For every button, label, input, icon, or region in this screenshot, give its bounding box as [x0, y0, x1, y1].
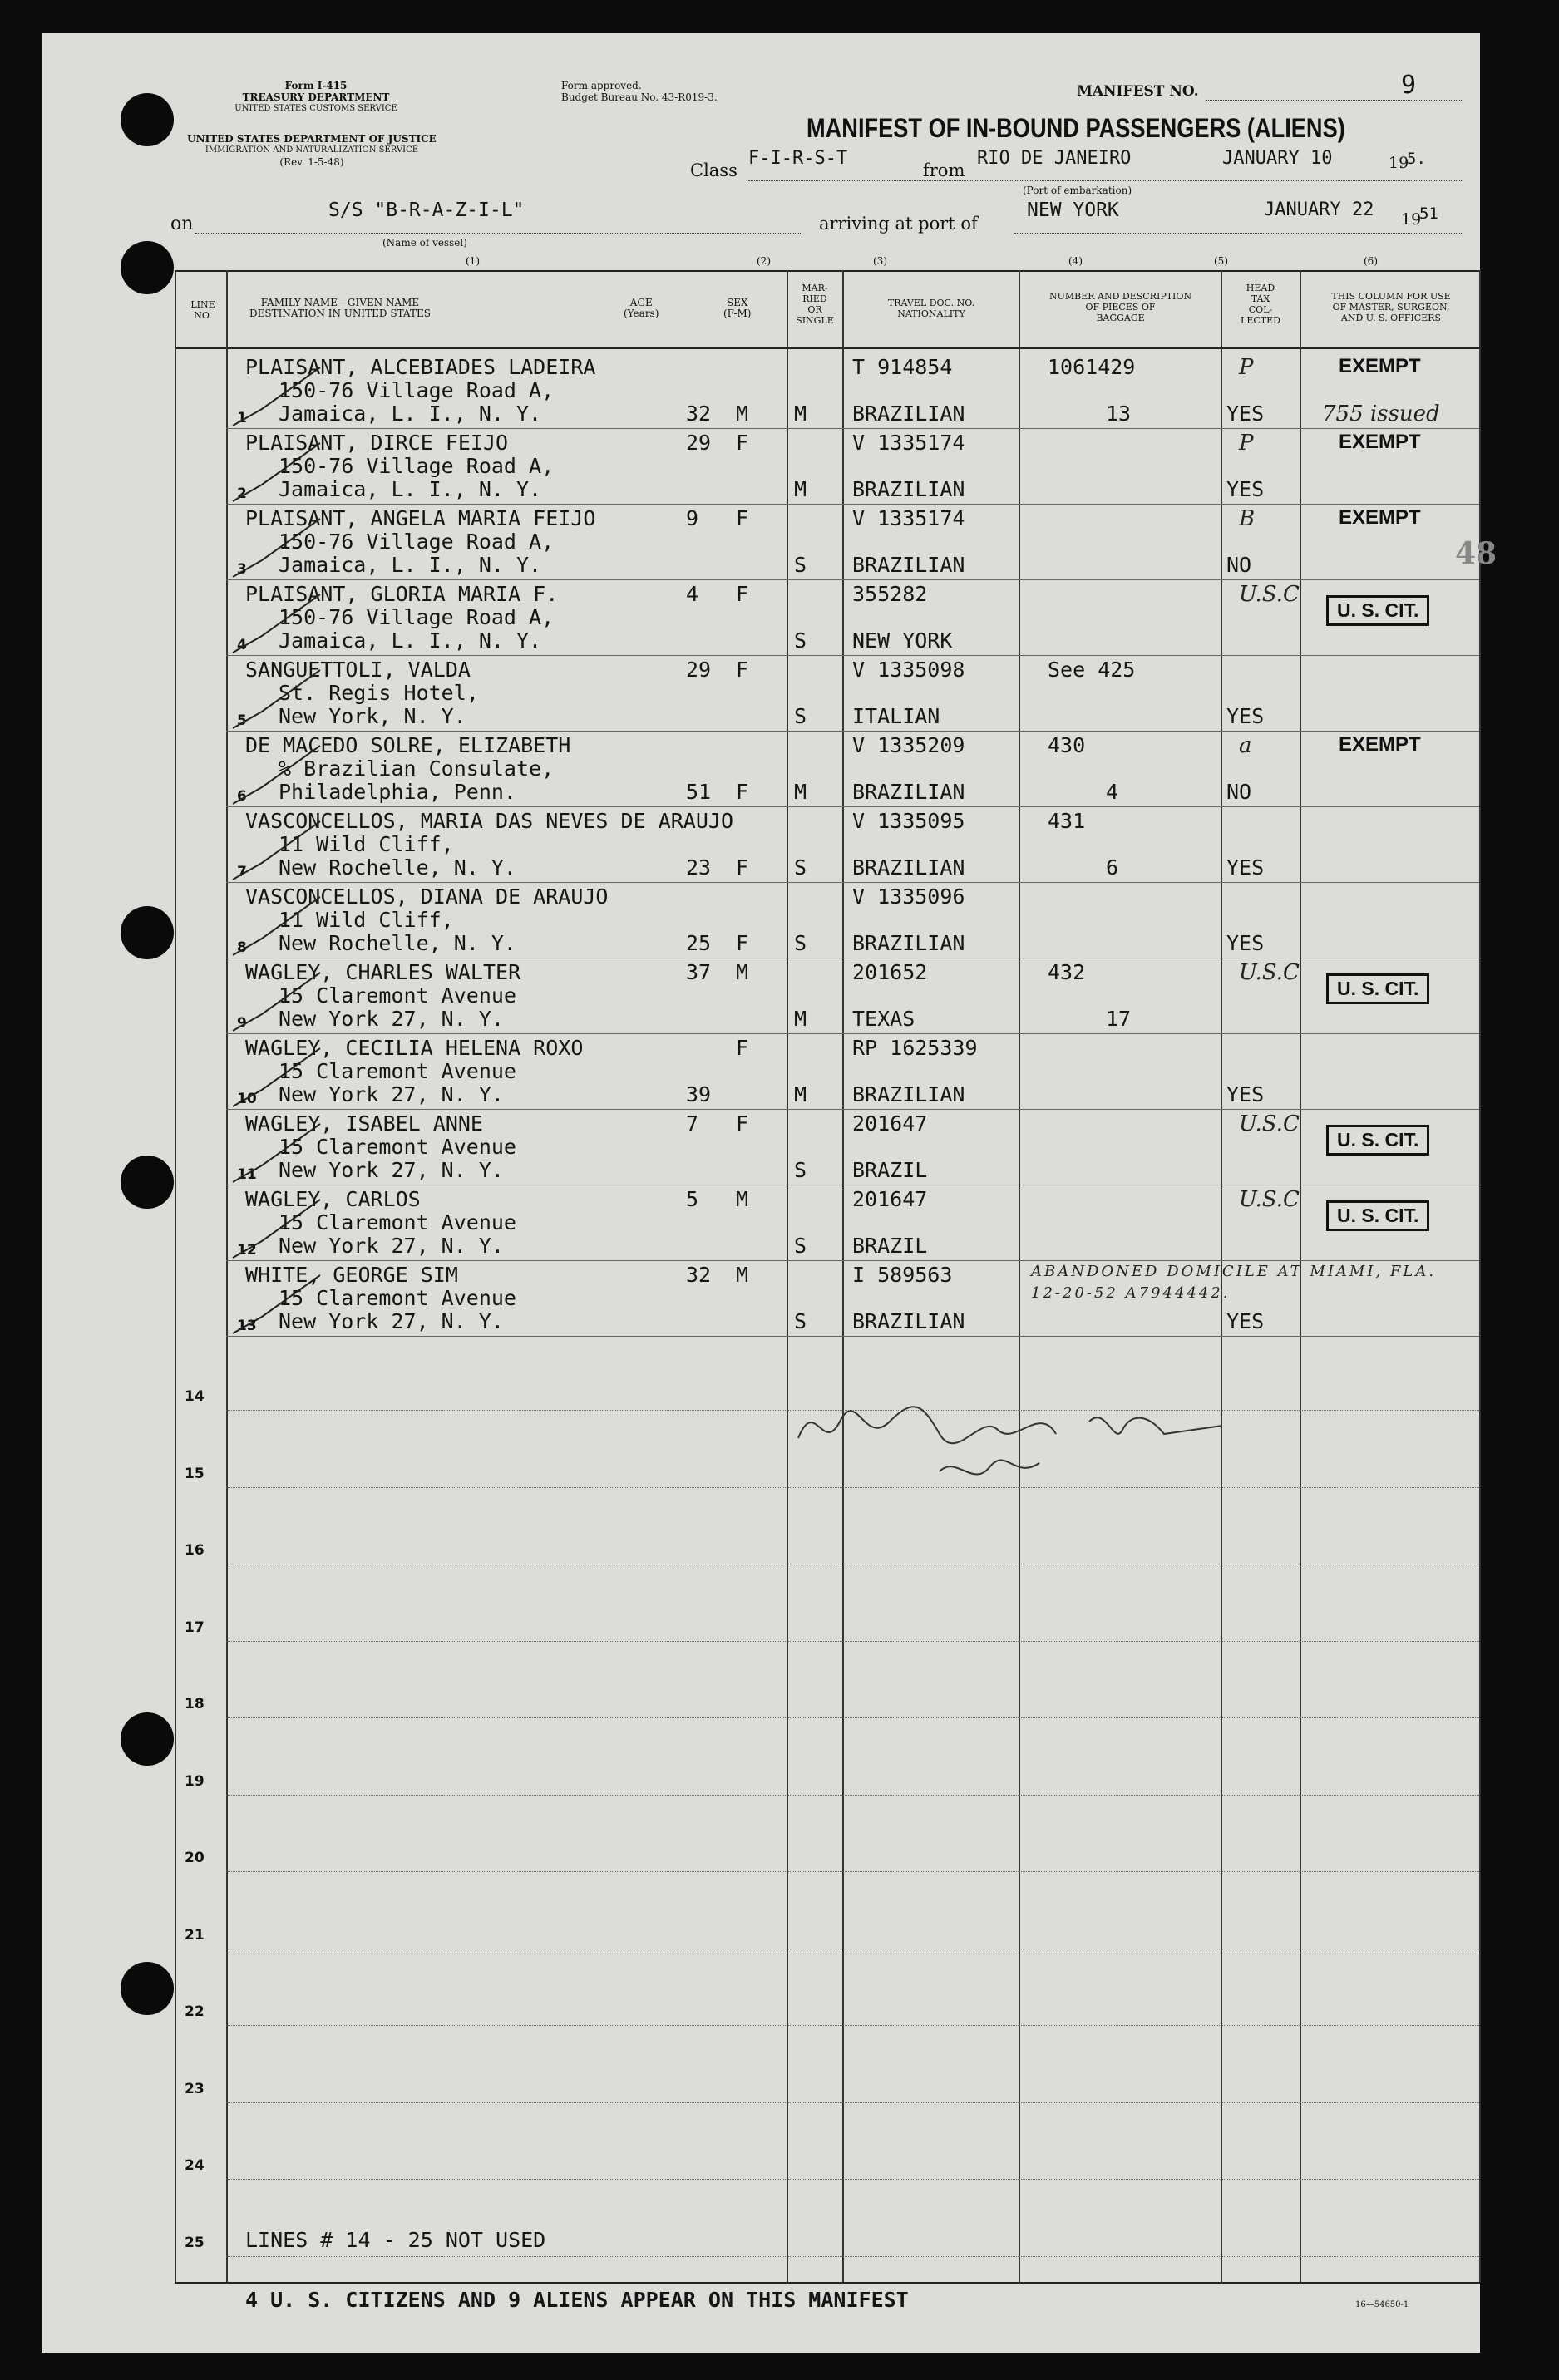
check-mark	[229, 439, 328, 505]
check-mark	[229, 363, 328, 430]
head-tax-collected: YES	[1226, 931, 1265, 955]
row-separator	[226, 1871, 1479, 1872]
line-number: 2	[237, 485, 247, 502]
passenger-age: 25	[686, 931, 712, 955]
lines-not-used-note: LINES # 14 - 25 NOT USED	[245, 2228, 546, 2252]
head-tax-mark: U.S.C	[1239, 960, 1300, 985]
nationality: BRAZILIAN	[852, 1309, 965, 1333]
line-number: 10	[237, 1091, 257, 1107]
col-num-3: (3)	[873, 255, 887, 267]
check-mark	[229, 590, 328, 657]
officer-exempt-stamp: EXEMPT	[1339, 506, 1421, 529]
baggage-pieces: 6	[1106, 855, 1119, 880]
passenger-sex: M	[736, 960, 749, 984]
arrival-year-prefix: 19	[1401, 210, 1422, 229]
punch-hole	[121, 93, 174, 146]
col-header-age: AGE (Years)	[624, 297, 659, 319]
punch-hole	[121, 1712, 174, 1766]
arrival-line	[1014, 233, 1463, 234]
budget-bureau: Budget Bureau No. 43-R019-3.	[561, 91, 718, 103]
passenger-address-line2: New York 27, N. Y.	[279, 1082, 504, 1106]
passenger-marital-status: S	[794, 855, 807, 880]
col-border-married	[842, 270, 844, 2282]
passenger-address-line1: 15 Claremont Avenue	[279, 983, 516, 1008]
passenger-age: 37	[686, 960, 712, 984]
passenger-address-line1: 11 Wild Cliff,	[279, 908, 454, 932]
passenger-age: 32	[686, 402, 712, 426]
travel-document-no: 201652	[852, 960, 928, 984]
class-line	[748, 180, 1463, 181]
travel-document-no: 355282	[852, 582, 928, 606]
row-separator	[226, 1260, 1479, 1261]
class-value: F-I-R-S-T	[748, 148, 848, 169]
passenger-address-line1: 150-76 Village Road A,	[279, 530, 555, 554]
row-separator	[226, 1641, 1479, 1642]
officer-exempt-stamp: EXEMPT	[1339, 431, 1421, 453]
row-separator	[226, 731, 1479, 732]
arrival-year-suffix: 51	[1419, 204, 1438, 223]
departure-year-suffix: 5.	[1407, 150, 1426, 168]
travel-document-no: 201647	[852, 1187, 928, 1211]
check-mark	[229, 742, 328, 808]
margin-stars: *****	[101, 1201, 136, 1216]
arrival-port: NEW YORK	[1027, 200, 1119, 221]
line-number: 18	[185, 1696, 205, 1712]
arrival-date: JANUARY 22	[1264, 200, 1374, 220]
line-number: 3	[237, 561, 247, 578]
form-code: 16—54650-1	[1355, 2300, 1409, 2309]
head-tax-mark: U.S.C	[1239, 1111, 1300, 1136]
head-tax-collected: YES	[1226, 402, 1265, 426]
nationality: NEW YORK	[852, 628, 953, 653]
line-number: 15	[185, 1465, 205, 1482]
col-border-left	[175, 270, 176, 2282]
on-label: on	[170, 214, 194, 234]
col-num-6: (6)	[1364, 255, 1378, 267]
passenger-address-line2: New York 27, N. Y.	[279, 1309, 504, 1333]
row-separator	[226, 1336, 1479, 1337]
passenger-name: PLAISANT, ANGELA MARIA FEIJO	[245, 506, 596, 530]
line-number: 9	[237, 1015, 247, 1032]
head-tax-collected: YES	[1226, 855, 1265, 880]
col-header-headtax: HEAD TAX COL- LECTED	[1241, 283, 1280, 326]
passenger-age: 4	[686, 582, 699, 606]
passenger-name: WAGLEY, ISABEL ANNE	[245, 1111, 483, 1136]
passenger-address-line1: 15 Claremont Avenue	[279, 1210, 516, 1234]
head-tax-mark: U.S.C	[1239, 1187, 1300, 1212]
dept-immigration: IMMIGRATION AND NATURALIZATION SERVICE	[205, 145, 419, 155]
line-number: 13	[237, 1318, 257, 1334]
officer-exempt-stamp: EXEMPT	[1339, 733, 1421, 756]
passenger-marital-status: S	[794, 1309, 807, 1333]
form-id: Form I-415	[284, 80, 348, 91]
travel-document-no: V 1335095	[852, 809, 965, 833]
dept-justice: UNITED STATES DEPARTMENT OF JUSTICE	[187, 133, 437, 145]
line-number: 23	[185, 2080, 205, 2097]
passenger-marital-status: M	[794, 780, 807, 804]
head-tax-mark: P	[1239, 355, 1254, 380]
passenger-name: WAGLEY, CHARLES WALTER	[245, 960, 521, 984]
travel-document-no: 201647	[852, 1111, 928, 1136]
passenger-address-line1: 15 Claremont Avenue	[279, 1135, 516, 1159]
line-number: 25	[185, 2234, 205, 2251]
head-tax-mark: P	[1239, 431, 1254, 456]
passenger-address-line2: Jamaica, L. I., N. Y.	[279, 477, 542, 501]
baggage-number: 1061429	[1048, 355, 1136, 379]
passenger-age: 29	[686, 431, 712, 455]
dept-customs: UNITED STATES CUSTOMS SERVICE	[234, 104, 397, 113]
col-num-5: (5)	[1214, 255, 1228, 267]
head-tax-collected: YES	[1226, 1082, 1265, 1106]
form-id-block	[220, 80, 412, 115]
passenger-address-line2: New York 27, N. Y.	[279, 1007, 504, 1031]
passenger-age: 9	[686, 506, 699, 530]
row-separator	[226, 504, 1479, 505]
passenger-age: 29	[686, 658, 712, 682]
line-number: 8	[237, 939, 247, 956]
col-num-4: (4)	[1068, 255, 1083, 267]
line-number: 19	[185, 1772, 205, 1790]
nationality: ITALIAN	[852, 704, 940, 728]
travel-document-no: V 1335096	[852, 884, 965, 909]
passenger-address-line2: New Rochelle, N. Y.	[279, 931, 516, 955]
passenger-address-line1: 11 Wild Cliff,	[279, 832, 454, 856]
vessel-name: S/S "B-R-A-Z-I-L"	[328, 200, 525, 221]
check-mark	[229, 1120, 328, 1186]
manifest-no-label: MANIFEST NO.	[1077, 83, 1199, 100]
departure-year-prefix: 19	[1389, 154, 1409, 172]
row-separator	[226, 882, 1479, 883]
passenger-sex: F	[736, 658, 749, 682]
passenger-age: 23	[686, 855, 712, 880]
passenger-marital-status: S	[794, 553, 807, 577]
us-citizen-stamp: U. S. CIT.	[1326, 1125, 1429, 1156]
nationality: BRAZIL	[852, 1158, 928, 1182]
baggage-note: ABANDONED DOMICILE AT MIAMI, FLA.	[1031, 1263, 1437, 1280]
head-tax-collected: YES	[1226, 477, 1265, 501]
travel-document-no: RP 1625339	[852, 1036, 978, 1060]
line-number: 16	[185, 1542, 205, 1559]
baggage-note-date: 12-20-52 A7944442.	[1031, 1284, 1231, 1302]
class-label: Class	[690, 160, 738, 180]
passenger-name: PLAISANT, GLORIA MARIA F.	[245, 582, 559, 606]
passenger-address-line1: St. Regis Hotel,	[279, 681, 479, 705]
passenger-address-line2: New Rochelle, N. Y.	[279, 855, 516, 880]
baggage-number: 432	[1048, 960, 1086, 984]
us-citizen-stamp: U. S. CIT.	[1326, 595, 1429, 626]
passenger-address-line2: New York 27, N. Y.	[279, 1158, 504, 1182]
passenger-address-line1: % Brazilian Consulate,	[279, 756, 555, 781]
passenger-age: 39	[686, 1082, 712, 1106]
baggage-number: 431	[1048, 809, 1086, 833]
margin-stars: *****	[101, 1122, 136, 1137]
baggage-pieces: 13	[1106, 402, 1132, 426]
col-num-1: (1)	[466, 255, 480, 267]
passenger-name: WAGLEY, CARLOS	[245, 1187, 421, 1211]
col-header-sex: SEX (F-M)	[723, 297, 752, 319]
check-mark	[229, 1044, 328, 1111]
margin-number: 48	[1455, 536, 1497, 571]
document-title: MANIFEST OF IN-BOUND PASSENGERS (ALIENS)	[807, 113, 1345, 143]
line-number: 4	[237, 637, 247, 653]
col-border-sex	[787, 270, 788, 2282]
passenger-sex: M	[736, 1187, 749, 1211]
line-number: 17	[185, 1619, 205, 1636]
line-number: 1	[237, 410, 247, 426]
passenger-address-line1: 150-76 Village Road A,	[279, 605, 555, 629]
passenger-name: VASCONCELLOS, MARIA DAS NEVES DE ARAUJO	[245, 809, 733, 833]
us-citizen-stamp: U. S. CIT.	[1326, 973, 1429, 1004]
nationality: BRAZILIAN	[852, 855, 965, 880]
col-header-travel: TRAVEL DOC. NO. NATIONALITY	[887, 298, 975, 319]
col-num-2: (2)	[757, 255, 771, 267]
passenger-address-line1: 15 Claremont Avenue	[279, 1059, 516, 1083]
port-embark-caption: (Port of embarkation)	[1023, 185, 1132, 196]
line-number: 11	[237, 1166, 257, 1183]
port-embarkation: RIO DE JANEIRO	[977, 148, 1132, 169]
passenger-address-line1: 15 Claremont Avenue	[279, 1286, 516, 1310]
passenger-name: WHITE, GEORGE SIM	[245, 1263, 458, 1287]
passenger-age: 5	[686, 1187, 699, 1211]
baggage-number: 430	[1048, 733, 1086, 757]
check-mark	[229, 893, 328, 959]
passenger-marital-status: S	[794, 931, 807, 955]
form-revision: (Rev. 1-5-48)	[279, 156, 344, 168]
approval-block	[561, 80, 718, 103]
col-border-right	[1479, 270, 1481, 2282]
check-mark	[229, 666, 328, 732]
officer-signature	[790, 1388, 1256, 1513]
manifest-summary: 4 U. S. CITIZENS AND 9 ALIENS APPEAR ON THIS MANIFEST	[245, 2288, 909, 2312]
travel-document-no: V 1335209	[852, 733, 965, 757]
row-separator	[226, 1795, 1479, 1796]
row-separator	[226, 2256, 1479, 2257]
margin-stars: *****	[101, 956, 136, 971]
passenger-sex: F	[736, 582, 749, 606]
head-tax-collected: YES	[1226, 704, 1265, 728]
check-mark	[229, 1195, 328, 1262]
line-number: 22	[185, 2003, 205, 2020]
passenger-name: VASCONCELLOS, DIANA DE ARAUJO	[245, 884, 609, 909]
table-bottom-border	[175, 2282, 1480, 2284]
passenger-address-line2: Jamaica, L. I., N. Y.	[279, 628, 542, 653]
nationality: BRAZILIAN	[852, 931, 965, 955]
passenger-marital-status: S	[794, 628, 807, 653]
passenger-address-line2: Jamaica, L. I., N. Y.	[279, 553, 542, 577]
line-number: 21	[185, 1926, 205, 1944]
col-header-officers: THIS COLUMN FOR USE OF MASTER, SURGEON, AND U. S. OFFICERS	[1331, 291, 1451, 323]
line-number: 14	[185, 1388, 205, 1405]
passenger-sex: F	[736, 431, 749, 455]
passenger-sex: F	[736, 855, 749, 880]
head-tax-mark: a	[1239, 733, 1252, 758]
row-separator	[226, 806, 1479, 807]
manifest-page	[42, 33, 1497, 2353]
head-tax-mark: U.S.C	[1239, 582, 1300, 607]
check-mark	[229, 817, 328, 884]
col-header-baggage: NUMBER AND DESCRIPTION OF PIECES OF BAGGAGE	[1048, 291, 1192, 323]
justice-block	[175, 133, 449, 168]
passenger-address-line1: 150-76 Village Road A,	[279, 454, 555, 478]
passenger-sex: M	[736, 1263, 749, 1287]
line-number: 7	[237, 864, 247, 880]
baggage-pieces: 4	[1106, 780, 1119, 804]
passenger-address-line2: Philadelphia, Penn.	[279, 780, 516, 804]
passenger-marital-status: S	[794, 1234, 807, 1258]
travel-document-no: V 1335174	[852, 431, 965, 455]
punch-hole	[121, 241, 174, 294]
vessel-line	[195, 233, 802, 234]
passenger-marital-status: M	[794, 477, 807, 501]
col-header-married: MAR- RIED OR SINGLE	[796, 283, 834, 326]
form-approved: Form approved.	[561, 80, 642, 91]
nationality: BRAZILIAN	[852, 402, 965, 426]
passenger-age: 51	[686, 780, 712, 804]
baggage-number: See 425	[1048, 658, 1136, 682]
passenger-marital-status: S	[794, 1158, 807, 1182]
officer-exempt-stamp: EXEMPT	[1339, 355, 1421, 377]
col-border-travel	[1019, 270, 1020, 2282]
margin-stars: *****	[101, 594, 136, 609]
travel-document-no: T 914854	[852, 355, 953, 379]
passenger-sex: F	[736, 1036, 749, 1060]
passenger-sex: F	[736, 506, 749, 530]
passenger-age: 7	[686, 1111, 699, 1136]
travel-document-no: I 589563	[852, 1263, 953, 1287]
travel-document-no: V 1335174	[852, 506, 965, 530]
row-separator	[226, 1033, 1479, 1034]
table-header-border	[175, 347, 1480, 349]
departure-date: JANUARY 10	[1222, 148, 1333, 169]
travel-document-no: V 1335098	[852, 658, 965, 682]
passenger-marital-status: S	[794, 704, 807, 728]
passenger-address-line2: Jamaica, L. I., N. Y.	[279, 402, 542, 426]
officer-handwritten-note: 755 issued	[1322, 402, 1440, 426]
col-header-name: FAMILY NAME—GIVEN NAME DESTINATION IN UNITED STATES	[249, 297, 431, 319]
line-number: 24	[185, 2157, 205, 2174]
nationality: BRAZILIAN	[852, 553, 965, 577]
row-separator	[226, 655, 1479, 656]
passenger-name: WAGLEY, CECILIA HELENA ROXO	[245, 1036, 584, 1060]
nationality: BRAZIL	[852, 1234, 928, 1258]
punch-hole	[121, 906, 174, 959]
row-separator	[226, 1109, 1479, 1110]
line-number: 6	[237, 788, 247, 805]
passenger-sex: F	[736, 780, 749, 804]
from-label: from	[923, 160, 965, 180]
check-mark	[229, 515, 328, 581]
nationality: BRAZILIAN	[852, 1082, 965, 1106]
nationality: BRAZILIAN	[852, 780, 965, 804]
head-tax-collected: NO	[1226, 553, 1252, 577]
arriving-label: arriving at port of	[819, 214, 978, 234]
manifest-no-value: 9	[1401, 71, 1417, 100]
head-tax-collected: YES	[1226, 1309, 1265, 1333]
passenger-age: 32	[686, 1263, 712, 1287]
row-separator	[226, 2102, 1479, 2103]
line-number: 5	[237, 712, 247, 729]
row-separator	[226, 579, 1479, 580]
passenger-address-line2: New York, N. Y.	[279, 704, 466, 728]
punch-hole	[121, 1962, 174, 2015]
passenger-name: PLAISANT, DIRCE FEIJO	[245, 431, 509, 455]
line-number: 20	[185, 1850, 205, 1866]
col-header-line: LINE NO.	[190, 299, 215, 321]
passenger-address-line1: 150-76 Village Road A,	[279, 378, 555, 402]
table-top-border	[175, 270, 1480, 272]
passenger-marital-status: M	[794, 1082, 807, 1106]
vessel-caption: (Name of vessel)	[382, 237, 467, 249]
baggage-pieces: 17	[1106, 1007, 1132, 1031]
manifest-no-line	[1206, 100, 1463, 101]
passenger-sex: F	[736, 1111, 749, 1136]
passenger-marital-status: M	[794, 402, 807, 426]
passenger-address-line2: New York 27, N. Y.	[279, 1234, 504, 1258]
row-separator	[226, 2025, 1479, 2026]
passenger-sex: M	[736, 402, 749, 426]
head-tax-collected: NO	[1226, 780, 1252, 804]
nationality: TEXAS	[852, 1007, 915, 1031]
us-citizen-stamp: U. S. CIT.	[1326, 1200, 1429, 1231]
passenger-name: SANGUETTOLI, VALDA	[245, 658, 471, 682]
check-mark	[229, 968, 328, 1035]
passenger-name: PLAISANT, ALCEBIADES LADEIRA	[245, 355, 596, 379]
check-mark	[229, 1271, 328, 1338]
passenger-sex: F	[736, 931, 749, 955]
nationality: BRAZILIAN	[852, 477, 965, 501]
line-number: 12	[237, 1242, 257, 1259]
row-separator	[226, 428, 1479, 429]
passenger-name: DE MACEDO SOLRE, ELIZABETH	[245, 733, 571, 757]
row-separator	[226, 2179, 1479, 2180]
dept-treasury: TREASURY DEPARTMENT	[242, 91, 390, 103]
passenger-marital-status: M	[794, 1007, 807, 1031]
row-separator	[226, 1717, 1479, 1718]
col-border-line	[226, 270, 228, 2282]
head-tax-mark: B	[1239, 506, 1256, 531]
